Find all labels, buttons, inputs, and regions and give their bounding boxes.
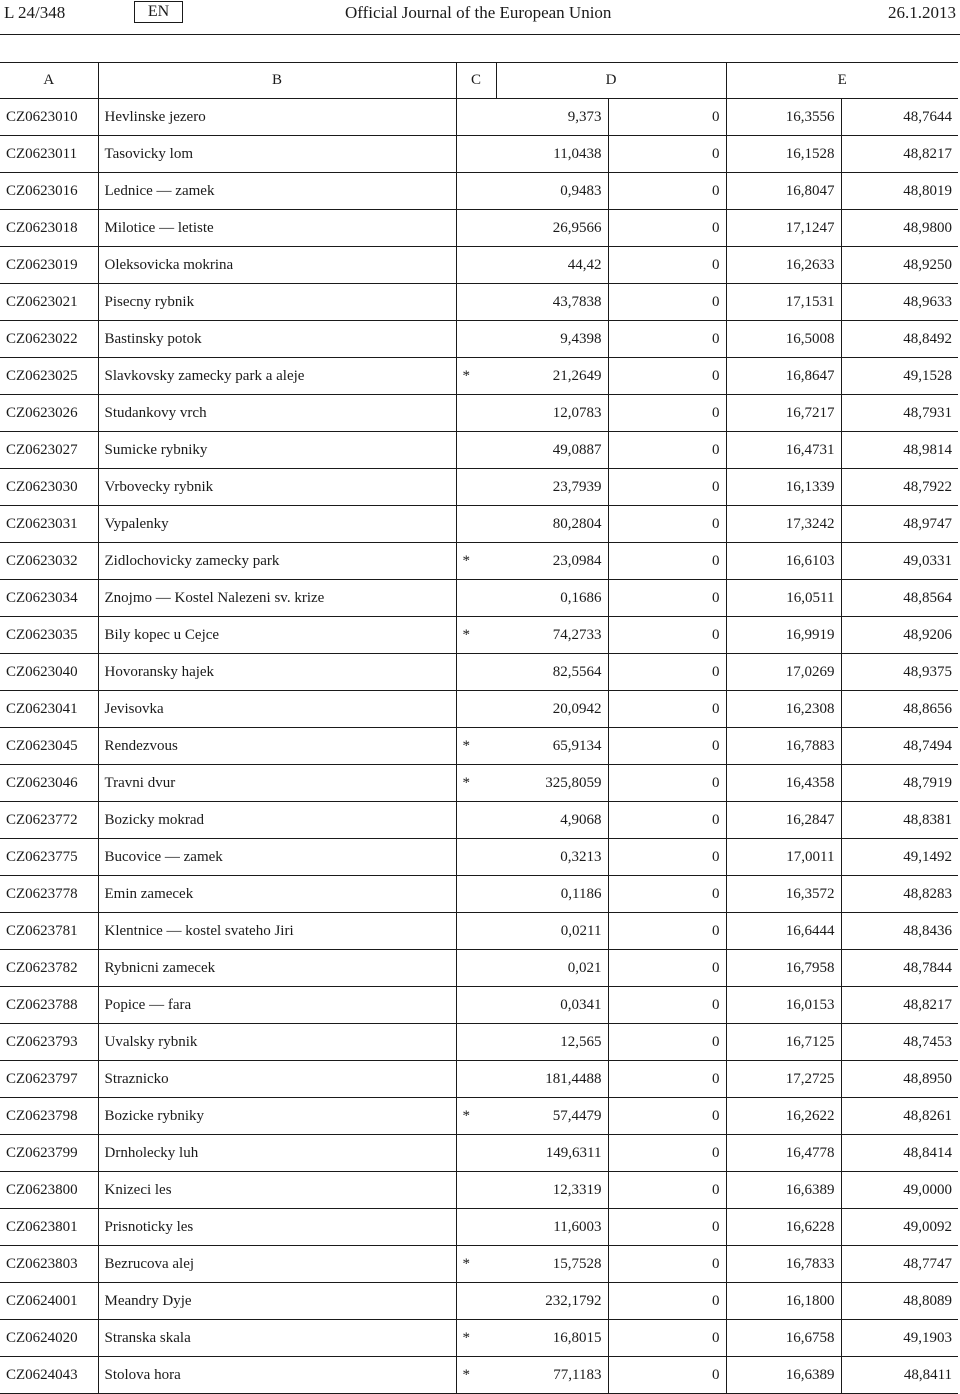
site-area: 57,4479 (496, 1098, 608, 1135)
site-name: Bily kopec u Cejce (98, 617, 456, 654)
site-latitude: 48,8564 (841, 580, 958, 617)
table-row (0, 1061, 958, 1098)
site-longitude: 17,0011 (726, 839, 841, 876)
site-area: 0,3213 (496, 839, 608, 876)
site-flag (456, 395, 496, 432)
site-code: CZ0623025 (0, 358, 98, 395)
site-name: Bezrucova alej (98, 1246, 456, 1283)
site-area: 20,0942 (496, 691, 608, 728)
site-area: 181,4488 (496, 1061, 608, 1098)
site-value: 0 (608, 506, 726, 543)
site-latitude: 49,0000 (841, 1172, 958, 1209)
site-flag (456, 1283, 496, 1320)
site-flag (456, 1135, 496, 1172)
site-longitude: 16,6444 (726, 913, 841, 950)
site-name: Vrbovecky rybnik (98, 469, 456, 506)
table-row (0, 358, 958, 395)
table-row (0, 728, 958, 765)
site-value: 0 (608, 173, 726, 210)
site-latitude: 48,8950 (841, 1061, 958, 1098)
site-flag (456, 1024, 496, 1061)
site-area: 232,1792 (496, 1283, 608, 1320)
site-code: CZ0623782 (0, 950, 98, 987)
site-latitude: 48,7931 (841, 395, 958, 432)
site-code: CZ0623035 (0, 617, 98, 654)
page-reference: L 24/348 (4, 3, 66, 22)
site-value: 0 (608, 950, 726, 987)
site-flag (456, 1209, 496, 1246)
table-row (0, 1209, 958, 1246)
site-name: Bozicky mokrad (98, 802, 456, 839)
site-longitude: 16,6103 (726, 543, 841, 580)
site-area: 12,565 (496, 1024, 608, 1061)
site-latitude: 48,9633 (841, 284, 958, 321)
site-latitude: 48,8283 (841, 876, 958, 913)
table-row (0, 691, 958, 728)
site-code: CZ0623011 (0, 136, 98, 173)
publication-date: 26.1.2013 (888, 3, 956, 22)
site-area: 11,0438 (496, 136, 608, 173)
table-row (0, 617, 958, 654)
site-latitude: 48,8261 (841, 1098, 958, 1135)
table-row (0, 284, 958, 321)
table-row (0, 1135, 958, 1172)
site-flag (456, 913, 496, 950)
site-latitude: 48,9250 (841, 247, 958, 284)
site-area: 44,42 (496, 247, 608, 284)
site-flag: * (456, 728, 496, 765)
site-longitude: 16,6758 (726, 1320, 841, 1357)
site-flag: * (456, 358, 496, 395)
site-flag (456, 580, 496, 617)
table-row (0, 173, 958, 210)
site-value: 0 (608, 654, 726, 691)
site-flag (456, 876, 496, 913)
table-row (0, 432, 958, 469)
site-name: Hovoransky hajek (98, 654, 456, 691)
site-code: CZ0623019 (0, 247, 98, 284)
site-area: 82,5564 (496, 654, 608, 691)
site-code: CZ0623778 (0, 876, 98, 913)
site-latitude: 48,7453 (841, 1024, 958, 1061)
site-flag: * (456, 1357, 496, 1394)
site-area: 12,3319 (496, 1172, 608, 1209)
site-longitude: 16,2308 (726, 691, 841, 728)
site-longitude: 16,7883 (726, 728, 841, 765)
table-row (0, 321, 958, 358)
journal-title: Official Journal of the European Union (345, 3, 612, 22)
site-value: 0 (608, 284, 726, 321)
site-flag: * (456, 765, 496, 802)
site-longitude: 16,6389 (726, 1357, 841, 1394)
table-row (0, 950, 958, 987)
site-longitude: 16,3572 (726, 876, 841, 913)
site-name: Zidlochovicky zamecky park (98, 543, 456, 580)
site-latitude: 48,9800 (841, 210, 958, 247)
table-row (0, 543, 958, 580)
site-area: 15,7528 (496, 1246, 608, 1283)
site-value: 0 (608, 1357, 726, 1394)
table-row (0, 802, 958, 839)
site-longitude: 16,8647 (726, 358, 841, 395)
site-longitude: 16,1800 (726, 1283, 841, 1320)
table-row (0, 876, 958, 913)
site-area: 21,2649 (496, 358, 608, 395)
site-name: Znojmo — Kostel Nalezeni sv. krize (98, 580, 456, 617)
site-latitude: 49,1492 (841, 839, 958, 876)
site-value: 0 (608, 1098, 726, 1135)
site-longitude: 17,0269 (726, 654, 841, 691)
site-longitude: 16,6228 (726, 1209, 841, 1246)
site-latitude: 48,8656 (841, 691, 958, 728)
site-value: 0 (608, 839, 726, 876)
site-code: CZ0623799 (0, 1135, 98, 1172)
site-flag (456, 469, 496, 506)
site-value: 0 (608, 1135, 726, 1172)
site-name: Slavkovsky zamecky park a aleje (98, 358, 456, 395)
table-row (0, 506, 958, 543)
site-flag (456, 136, 496, 173)
site-latitude: 48,8217 (841, 987, 958, 1024)
table-row (0, 1246, 958, 1283)
table-row (0, 99, 958, 136)
page-header (0, 0, 960, 25)
site-latitude: 48,8381 (841, 802, 958, 839)
site-name: Milotice — letiste (98, 210, 456, 247)
site-area: 23,0984 (496, 543, 608, 580)
site-longitude: 16,7125 (726, 1024, 841, 1061)
site-code: CZ0623041 (0, 691, 98, 728)
site-code: CZ0623781 (0, 913, 98, 950)
site-name: Jevisovka (98, 691, 456, 728)
site-value: 0 (608, 358, 726, 395)
site-area: 80,2804 (496, 506, 608, 543)
site-value: 0 (608, 1209, 726, 1246)
table-row (0, 839, 958, 876)
site-longitude: 16,7958 (726, 950, 841, 987)
site-name: Popice — fara (98, 987, 456, 1024)
site-longitude: 17,1247 (726, 210, 841, 247)
site-longitude: 16,2847 (726, 802, 841, 839)
site-area: 9,4398 (496, 321, 608, 358)
site-area: 23,7939 (496, 469, 608, 506)
site-longitude: 16,4778 (726, 1135, 841, 1172)
site-value: 0 (608, 913, 726, 950)
site-longitude: 16,7217 (726, 395, 841, 432)
table-row (0, 1283, 958, 1320)
site-longitude: 16,7833 (726, 1246, 841, 1283)
site-flag: * (456, 1320, 496, 1357)
site-value: 0 (608, 395, 726, 432)
site-code: CZ0623010 (0, 99, 98, 136)
site-name: Pisecny rybnik (98, 284, 456, 321)
site-latitude: 49,0331 (841, 543, 958, 580)
site-area: 65,9134 (496, 728, 608, 765)
table-row (0, 1098, 958, 1135)
table-row (0, 1024, 958, 1061)
site-latitude: 48,8411 (841, 1357, 958, 1394)
site-longitude: 16,4731 (726, 432, 841, 469)
site-latitude: 48,9814 (841, 432, 958, 469)
site-value: 0 (608, 1320, 726, 1357)
site-code: CZ0623793 (0, 1024, 98, 1061)
site-longitude: 16,6389 (726, 1172, 841, 1209)
site-code: CZ0624043 (0, 1357, 98, 1394)
sites-table (0, 62, 958, 1394)
site-code: CZ0623018 (0, 210, 98, 247)
site-area: 49,0887 (496, 432, 608, 469)
header-divider (0, 34, 960, 35)
site-area: 74,2733 (496, 617, 608, 654)
site-flag (456, 987, 496, 1024)
site-flag (456, 1061, 496, 1098)
site-area: 16,8015 (496, 1320, 608, 1357)
column-header-a: A (0, 63, 98, 99)
site-value: 0 (608, 136, 726, 173)
site-latitude: 48,9747 (841, 506, 958, 543)
site-area: 0,9483 (496, 173, 608, 210)
site-longitude: 16,0511 (726, 580, 841, 617)
site-value: 0 (608, 876, 726, 913)
site-area: 149,6311 (496, 1135, 608, 1172)
site-code: CZ0623046 (0, 765, 98, 802)
site-name: Tasovicky lom (98, 136, 456, 173)
site-name: Vypalenky (98, 506, 456, 543)
site-longitude: 17,1531 (726, 284, 841, 321)
site-value: 0 (608, 1172, 726, 1209)
site-latitude: 48,8217 (841, 136, 958, 173)
site-code: CZ0623022 (0, 321, 98, 358)
site-area: 0,0341 (496, 987, 608, 1024)
site-latitude: 48,7747 (841, 1246, 958, 1283)
site-latitude: 48,7919 (841, 765, 958, 802)
site-code: CZ0623775 (0, 839, 98, 876)
site-longitude: 16,9919 (726, 617, 841, 654)
site-name: Studankovy vrch (98, 395, 456, 432)
site-code: CZ0623772 (0, 802, 98, 839)
site-flag (456, 210, 496, 247)
site-name: Knizeci les (98, 1172, 456, 1209)
site-area: 325,8059 (496, 765, 608, 802)
site-code: CZ0623027 (0, 432, 98, 469)
site-longitude: 16,1339 (726, 469, 841, 506)
site-latitude: 48,8414 (841, 1135, 958, 1172)
site-flag (456, 321, 496, 358)
site-name: Oleksovicka mokrina (98, 247, 456, 284)
site-code: CZ0623021 (0, 284, 98, 321)
site-name: Meandry Dyje (98, 1283, 456, 1320)
site-longitude: 16,8047 (726, 173, 841, 210)
site-name: Stolova hora (98, 1357, 456, 1394)
site-code: CZ0623803 (0, 1246, 98, 1283)
site-value: 0 (608, 1024, 726, 1061)
site-flag (456, 802, 496, 839)
site-code: CZ0623026 (0, 395, 98, 432)
site-code: CZ0624001 (0, 1283, 98, 1320)
site-latitude: 48,7644 (841, 99, 958, 136)
site-longitude: 16,3556 (726, 99, 841, 136)
table-row (0, 987, 958, 1024)
site-code: CZ0623031 (0, 506, 98, 543)
site-value: 0 (608, 321, 726, 358)
table-row (0, 580, 958, 617)
site-latitude: 49,1903 (841, 1320, 958, 1357)
site-name: Sumicke rybniky (98, 432, 456, 469)
site-area: 0,1686 (496, 580, 608, 617)
site-longitude: 16,2633 (726, 247, 841, 284)
site-name: Prisnoticky les (98, 1209, 456, 1246)
site-value: 0 (608, 99, 726, 136)
site-name: Bozicke rybniky (98, 1098, 456, 1135)
table-row (0, 210, 958, 247)
site-value: 0 (608, 728, 726, 765)
site-name: Rendezvous (98, 728, 456, 765)
site-longitude: 16,4358 (726, 765, 841, 802)
site-value: 0 (608, 543, 726, 580)
table-row (0, 469, 958, 506)
site-name: Klentnice — kostel svateho Jiri (98, 913, 456, 950)
site-code: CZ0623797 (0, 1061, 98, 1098)
site-name: Straznicko (98, 1061, 456, 1098)
site-name: Uvalsky rybnik (98, 1024, 456, 1061)
site-code: CZ0623801 (0, 1209, 98, 1246)
site-flag (456, 173, 496, 210)
site-value: 0 (608, 987, 726, 1024)
site-area: 0,021 (496, 950, 608, 987)
site-value: 0 (608, 469, 726, 506)
site-area: 11,6003 (496, 1209, 608, 1246)
site-longitude: 16,5008 (726, 321, 841, 358)
site-area: 9,373 (496, 99, 608, 136)
site-value: 0 (608, 580, 726, 617)
site-flag (456, 654, 496, 691)
site-value: 0 (608, 247, 726, 284)
site-value: 0 (608, 691, 726, 728)
site-code: CZ0624020 (0, 1320, 98, 1357)
table-body (0, 99, 958, 1394)
site-name: Hevlinske jezero (98, 99, 456, 136)
site-latitude: 48,8019 (841, 173, 958, 210)
table-row (0, 1357, 958, 1394)
site-longitude: 16,2622 (726, 1098, 841, 1135)
site-area: 77,1183 (496, 1357, 608, 1394)
site-latitude: 49,0092 (841, 1209, 958, 1246)
site-flag: * (456, 1246, 496, 1283)
site-value: 0 (608, 432, 726, 469)
site-name: Stranska skala (98, 1320, 456, 1357)
column-header-b: B (98, 63, 456, 99)
site-code: CZ0623034 (0, 580, 98, 617)
site-code: CZ0623030 (0, 469, 98, 506)
site-code: CZ0623788 (0, 987, 98, 1024)
site-flag (456, 99, 496, 136)
site-flag: * (456, 617, 496, 654)
site-latitude: 49,1528 (841, 358, 958, 395)
table-row (0, 1320, 958, 1357)
site-value: 0 (608, 765, 726, 802)
site-flag (456, 506, 496, 543)
site-value: 0 (608, 1283, 726, 1320)
site-latitude: 48,7494 (841, 728, 958, 765)
site-value: 0 (608, 1246, 726, 1283)
site-area: 0,1186 (496, 876, 608, 913)
table-row (0, 765, 958, 802)
site-code: CZ0623800 (0, 1172, 98, 1209)
table-row (0, 247, 958, 284)
site-value: 0 (608, 1061, 726, 1098)
site-flag (456, 839, 496, 876)
site-flag (456, 950, 496, 987)
site-longitude: 16,1528 (726, 136, 841, 173)
site-flag: * (456, 543, 496, 580)
site-longitude: 17,3242 (726, 506, 841, 543)
site-latitude: 48,8492 (841, 321, 958, 358)
site-longitude: 16,0153 (726, 987, 841, 1024)
table-row (0, 136, 958, 173)
site-flag (456, 432, 496, 469)
site-name: Emin zamecek (98, 876, 456, 913)
table-row (0, 395, 958, 432)
site-area: 43,7838 (496, 284, 608, 321)
site-name: Bastinsky potok (98, 321, 456, 358)
column-header-d: D (496, 63, 726, 99)
site-flag (456, 247, 496, 284)
site-value: 0 (608, 210, 726, 247)
table-row (0, 654, 958, 691)
site-name: Lednice — zamek (98, 173, 456, 210)
column-header-c: C (456, 63, 496, 99)
site-area: 0,0211 (496, 913, 608, 950)
site-code: CZ0623032 (0, 543, 98, 580)
site-code: CZ0623798 (0, 1098, 98, 1135)
site-latitude: 48,7844 (841, 950, 958, 987)
site-name: Bucovice — zamek (98, 839, 456, 876)
table-row (0, 913, 958, 950)
site-flag (456, 691, 496, 728)
site-name: Drnholecky luh (98, 1135, 456, 1172)
site-latitude: 48,8089 (841, 1283, 958, 1320)
site-area: 26,9566 (496, 210, 608, 247)
site-flag (456, 284, 496, 321)
site-area: 4,9068 (496, 802, 608, 839)
site-flag: * (456, 1098, 496, 1135)
site-flag (456, 1172, 496, 1209)
table-header-row (0, 63, 958, 99)
site-code: CZ0623045 (0, 728, 98, 765)
table-row (0, 1172, 958, 1209)
site-latitude: 48,9375 (841, 654, 958, 691)
site-latitude: 48,9206 (841, 617, 958, 654)
site-code: CZ0623040 (0, 654, 98, 691)
site-code: CZ0623016 (0, 173, 98, 210)
site-name: Travni dvur (98, 765, 456, 802)
site-latitude: 48,7922 (841, 469, 958, 506)
column-header-e: E (726, 63, 958, 99)
site-longitude: 17,2725 (726, 1061, 841, 1098)
site-area: 12,0783 (496, 395, 608, 432)
site-name: Rybnicni zamecek (98, 950, 456, 987)
site-value: 0 (608, 617, 726, 654)
site-value: 0 (608, 802, 726, 839)
site-latitude: 48,8436 (841, 913, 958, 950)
language-badge: EN (134, 1, 183, 23)
